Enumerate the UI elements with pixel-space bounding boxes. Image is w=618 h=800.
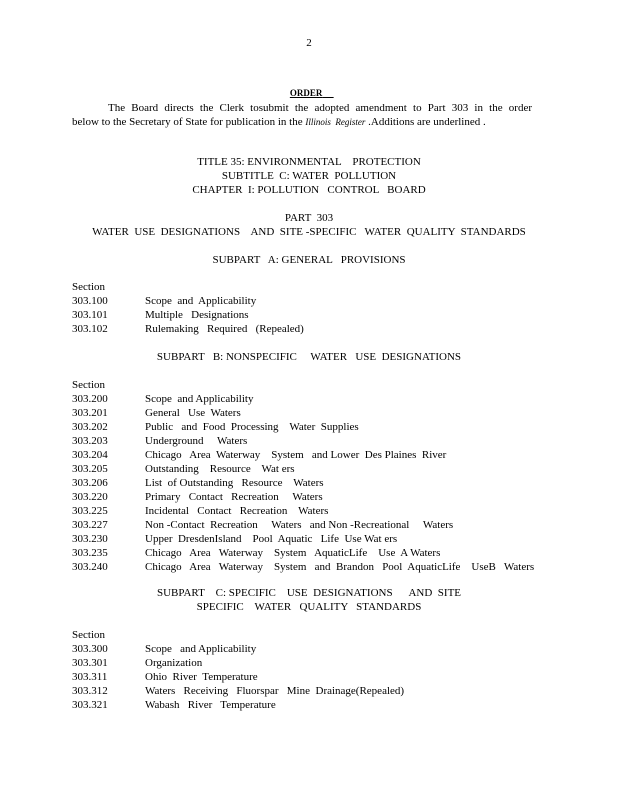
section-title: Underground Waters	[145, 435, 248, 447]
order-heading-text: ORDER	[289, 88, 323, 98]
section-number: 303.301	[72, 657, 108, 669]
section-number: 303.201	[72, 407, 108, 419]
subpart-c-heading: SUBPART C: SPECIFIC USE DESIGNATIONS AND SITE	[156, 587, 462, 599]
subpart-b-heading: SUBPART B: NONSPECIFIC WATER USE DESIGNATIONS	[156, 351, 462, 363]
section-title: Chicago Area Waterway System AquaticLife Use A Waters	[145, 547, 441, 559]
section-title: Ohio River Temperature	[145, 671, 258, 683]
section-title: Non -Contact Recreation Waters and Non -Recreational Waters	[145, 519, 454, 531]
section-title: Incidental Contact Recreation Waters	[145, 505, 329, 517]
section-title: Primary Contact Recreation Waters	[145, 491, 323, 503]
section-title: List of Outstanding Resource Waters	[145, 477, 324, 489]
intro-line-2-post: .Additions are underlined .	[365, 116, 486, 128]
chapter-heading: CHAPTER I: POLLUTION CONTROL BOARD	[192, 184, 426, 196]
section-number: 303.100	[72, 295, 108, 307]
intro-line-1: The Board directs the Clerk tosubmit the adopted amendment to Part 303 in the order	[108, 102, 532, 114]
section-title: Chicago Area Waterway System and Lower Des Plaines River	[145, 449, 447, 461]
subpart-a-heading: SUBPART A: GENERAL PROVISIONS	[212, 254, 406, 266]
subpart-b-section-label: Section	[72, 379, 105, 391]
section-title: Rulemaking Required (Repealed)	[145, 323, 304, 335]
section-title: General Use Waters	[145, 407, 241, 419]
section-number: 303.203	[72, 435, 108, 447]
section-title: Scope and Applicability	[145, 295, 257, 307]
section-number: 303.101	[72, 309, 108, 321]
section-number: 303.220	[72, 491, 108, 503]
part-name-heading: WATER USE DESIGNATIONS AND SITE -SPECIFIC WATER QUALITY STANDARDS	[92, 226, 526, 238]
subtitle-heading: SUBTITLE C: WATER POLLUTION	[221, 170, 397, 182]
section-number: 303.235	[72, 547, 108, 559]
section-title: Chicago Area Waterway System and Brandon Pool AquaticLife UseB Waters	[145, 561, 535, 573]
section-title: Waters Receiving Fluorspar Mine Drainage(Repealed)	[145, 685, 405, 697]
section-number: 303.204	[72, 449, 108, 461]
subpart-c-section-label: Section	[72, 629, 105, 641]
section-title: Scope and Applicability	[145, 643, 257, 655]
section-number: 303.206	[72, 477, 108, 489]
section-title: Public and Food Processing Water Supplies	[145, 421, 359, 433]
subpart-c-heading-line-2: SPECIFIC WATER QUALITY STANDARDS	[196, 601, 422, 613]
section-number: 303.225	[72, 505, 108, 517]
section-number: 303.321	[72, 699, 108, 711]
section-title: Multiple Designations	[145, 309, 249, 321]
section-number: 303.200	[72, 393, 108, 405]
section-title: Wabash River Temperature	[145, 699, 276, 711]
intro-line-2-pre: below to the Secretary of State for publication in the	[72, 116, 306, 128]
title-heading: TITLE 35: ENVIRONMENTAL PROTECTION	[197, 156, 421, 168]
section-number: 303.300	[72, 643, 108, 655]
section-number: 303.240	[72, 561, 108, 573]
section-number: 303.202	[72, 421, 108, 433]
page-number: 2	[306, 37, 312, 49]
section-number: 303.227	[72, 519, 108, 531]
section-title: Outstanding Resource Wat ers	[145, 463, 295, 475]
section-number: 303.311	[72, 671, 108, 683]
part-heading: PART 303	[284, 212, 334, 224]
section-number: 303.102	[72, 323, 108, 335]
order-heading	[0, 75, 618, 99]
subpart-a-section-label: Section	[72, 281, 105, 293]
section-number: 303.205	[72, 463, 108, 475]
section-number: 303.312	[72, 685, 108, 697]
section-title: Upper DresdenIsland Pool Aquatic Life Use Wat ers	[145, 533, 398, 545]
intro-journal-name: Illinois Register	[305, 117, 366, 127]
intro-line-2	[72, 115, 532, 129]
section-title: Organization	[145, 657, 203, 669]
section-title: Scope and Applicability	[145, 393, 254, 405]
section-number: 303.230	[72, 533, 108, 545]
